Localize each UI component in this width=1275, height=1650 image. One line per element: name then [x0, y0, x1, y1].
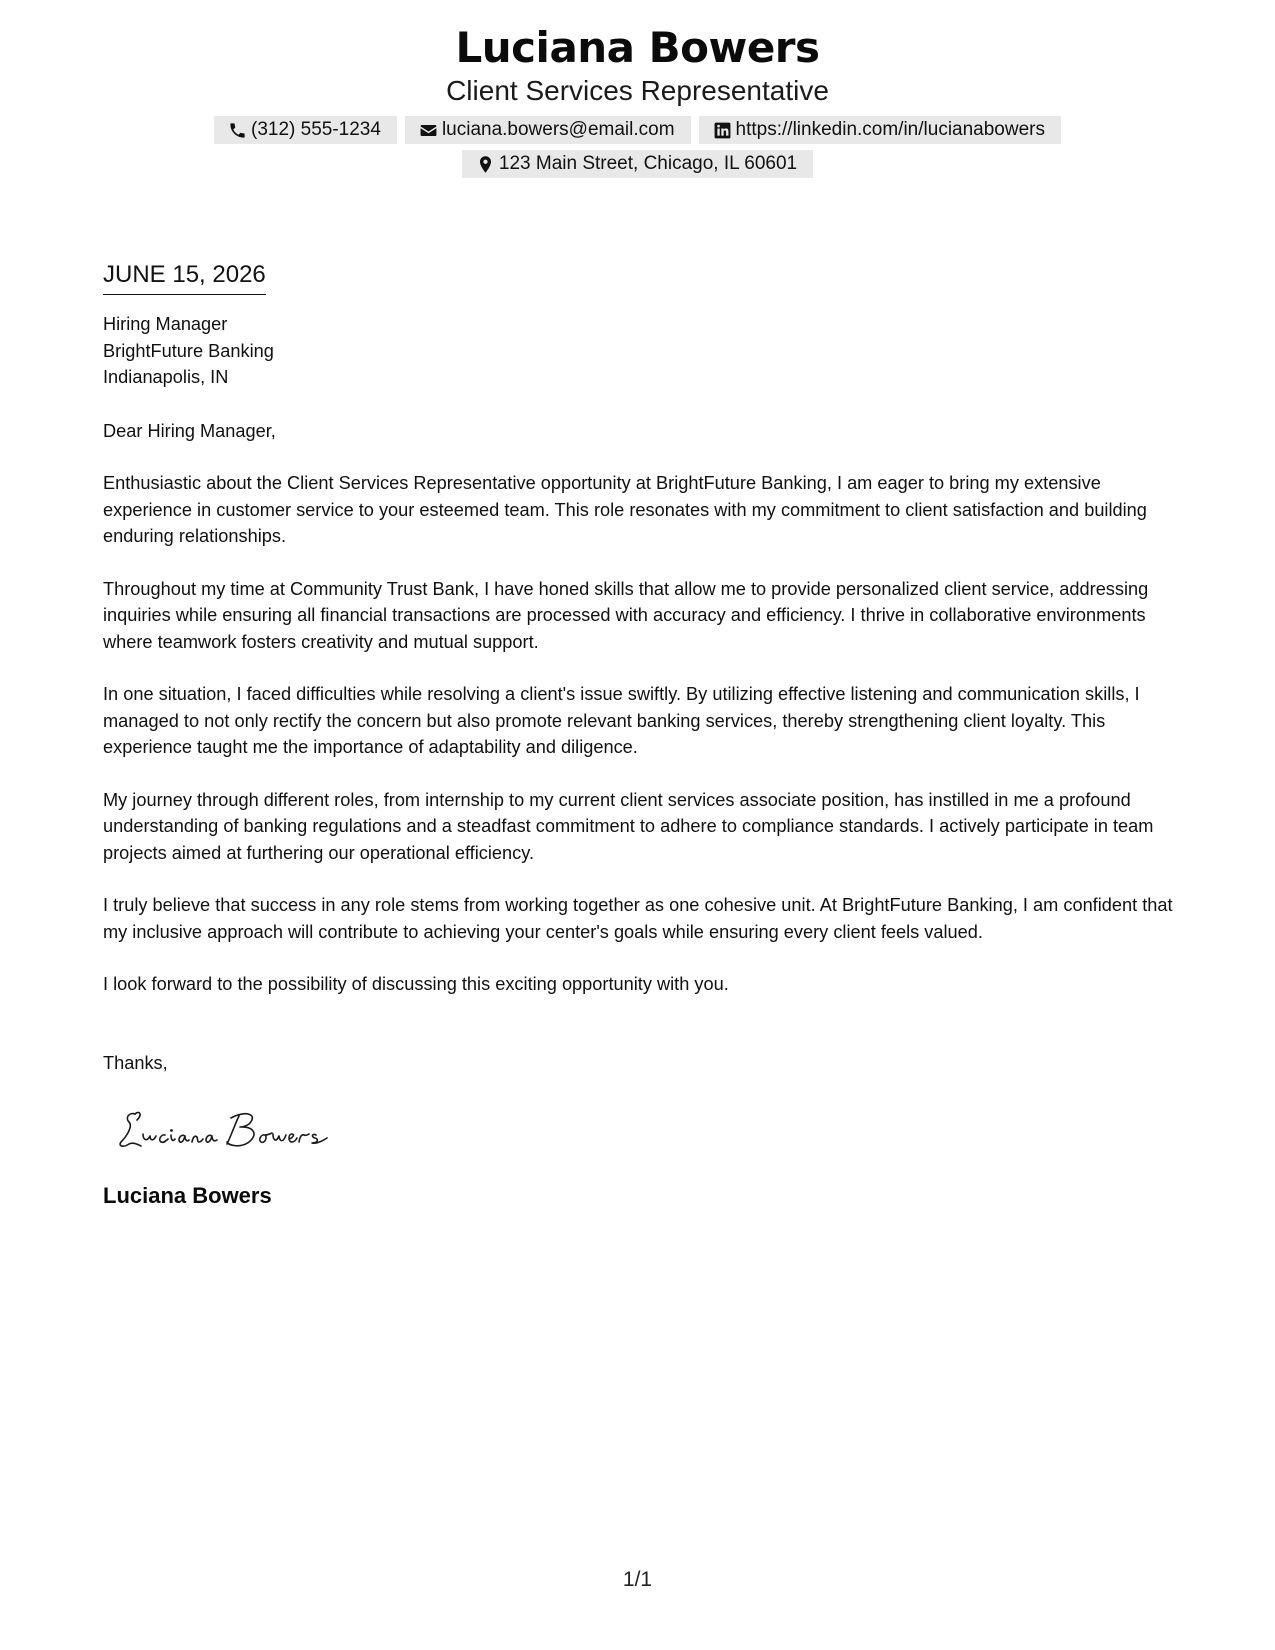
page-number: 1/1: [622, 1568, 653, 1591]
address-contact: [462, 150, 813, 178]
linkedin-contact: [699, 116, 1061, 144]
email-contact: [405, 116, 691, 144]
recipient-title: Hiring Manager: [103, 314, 228, 334]
phone-contact: [214, 116, 397, 144]
handwritten-signature: [113, 1102, 353, 1158]
body-paragraph: In one situation, I faced difficulties while resolving a client's issue swiftly. By utilizing effective listening and communication skills, I managed to not only rectify the concern but also promote relevant banking services, thereby strengthening client loyalty. This experience taught me the importance of adaptability and diligence.: [103, 684, 1140, 757]
applicant-name: Luciana Bowers: [455, 23, 820, 72]
body-paragraph: Enthusiastic about the Client Services Representative opportunity at BrightFuture Banking, I am eager to bring my extensive experience in customer service to your esteemed team. This role resonates with my commitment to client satisfaction and building enduring relationships.: [103, 473, 1147, 546]
email-text: luciana.bowers@email.com: [441, 119, 675, 140]
salutation: Dear Hiring Manager,: [103, 420, 276, 441]
address-text: 123 Main Street, Chicago, IL 60601: [498, 153, 798, 174]
letter-body: [103, 258, 1178, 1210]
closing: Thanks,: [103, 1052, 168, 1073]
letter-header: [0, 22, 1275, 178]
applicant-role: Client Services Representative: [446, 75, 829, 106]
linkedin-icon: [713, 121, 732, 140]
linkedin-text: https://linkedin.com/in/lucianabowers: [735, 119, 1045, 140]
signed-name: Luciana Bowers: [103, 1183, 272, 1208]
recipient-block: [103, 311, 1178, 391]
phone-text: (312) 555-1234: [251, 119, 381, 140]
signature: [113, 1102, 1178, 1158]
contact-row-secondary: [0, 150, 1275, 178]
letter-date: JUNE 15, 2026: [103, 258, 266, 295]
contact-row-primary: [0, 116, 1275, 144]
body-paragraph: I look forward to the possibility of discussing this exciting opportunity with you.: [103, 974, 729, 994]
body-paragraph: I truly believe that success in any role stems from working together as one cohesive unit. At BrightFuture Banking, I am confident that my inclusive approach will contribute to achieving your center's goals while ensuring every client feels valued.: [103, 895, 1173, 942]
body-paragraph: Throughout my time at Community Trust Bank, I have honed skills that allow me to provide personalized client service, addressing inquiries while ensuring all financial transactions are processed with accuracy and efficiency. I thrive in collaborative environments where teamwork fosters creativity and mutual support.: [103, 578, 1149, 652]
map-marker-icon: [476, 155, 495, 174]
body-paragraph: My journey through different roles, from internship to my current client services associate position, has instilled in me a profound understanding of banking regulations and a steadfast commitment to adhere to compliance standards. I actively participate in team projects aimed at furthering our operational efficiency.: [103, 789, 1154, 863]
phone-icon: [228, 121, 247, 140]
recipient-company: BrightFuture Banking: [103, 340, 274, 361]
envelope-icon: [419, 121, 438, 140]
recipient-location: Indianapolis, IN: [103, 367, 229, 387]
